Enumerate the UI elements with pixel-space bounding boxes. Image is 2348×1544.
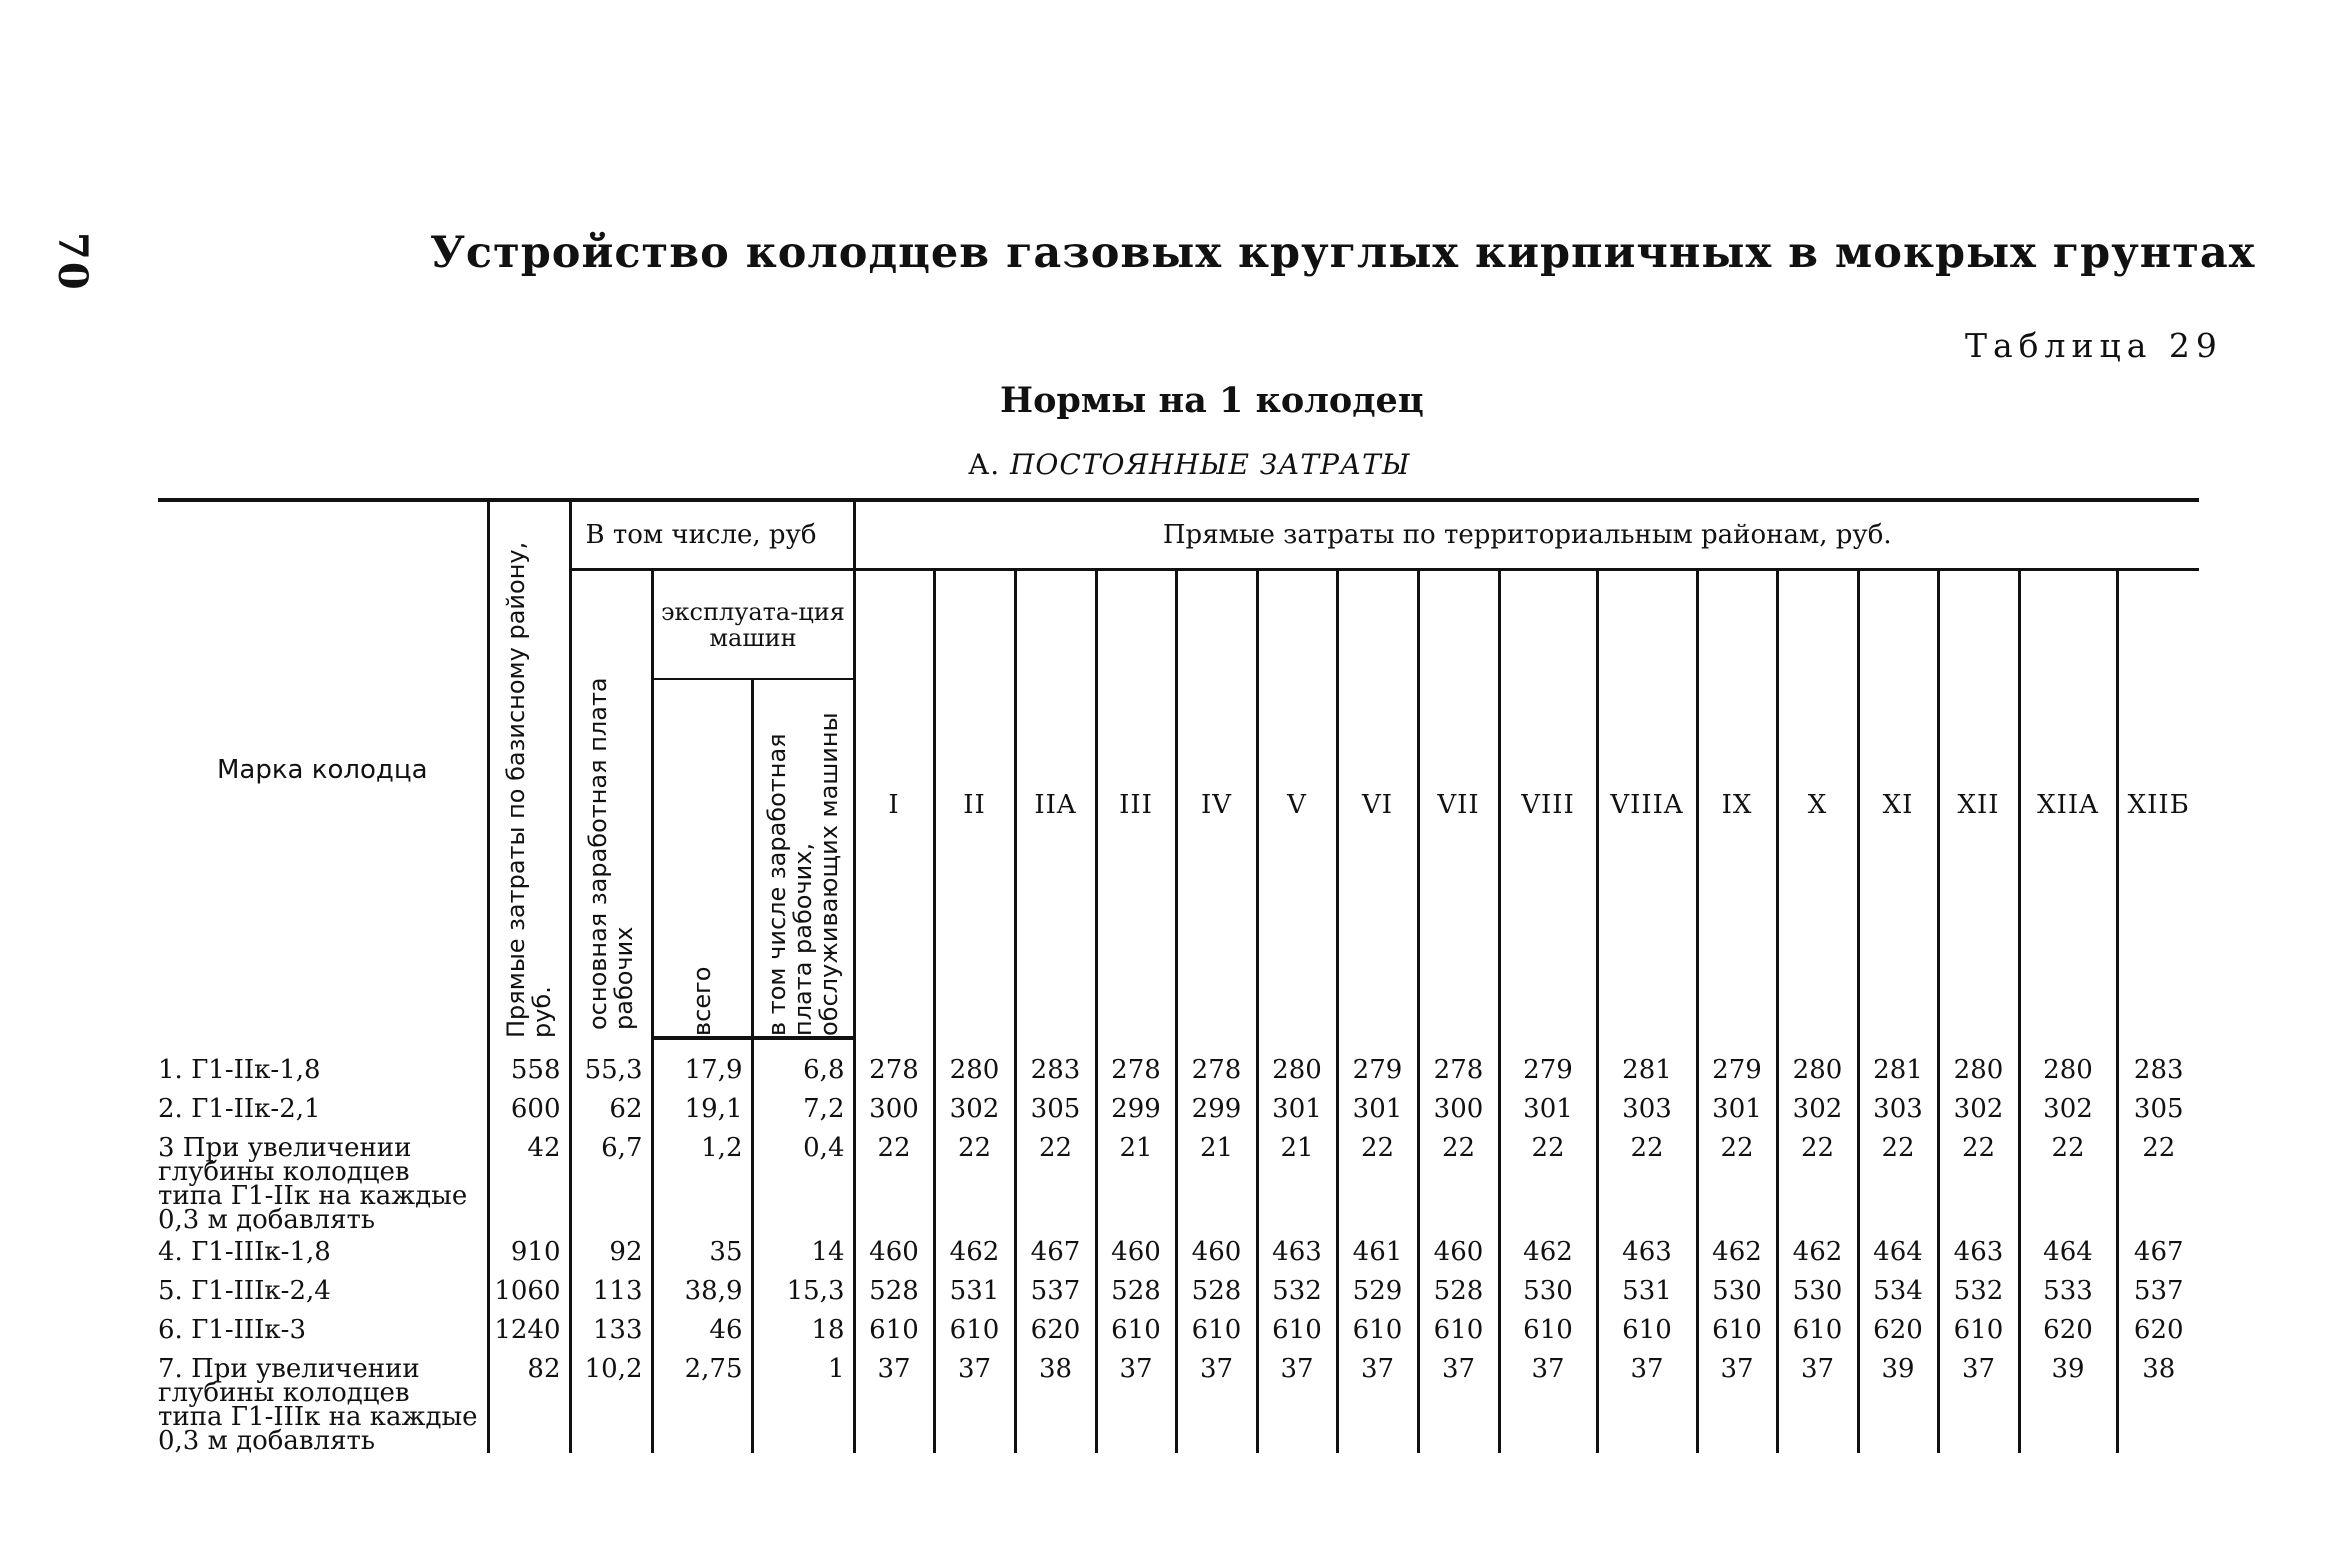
- header-exp-all: [652, 679, 752, 1038]
- cell-region-value: 22: [2019, 1128, 2117, 1232]
- row-label-text: 3 При увеличении глубины колодцев типа Г1-IIк на каждые 0,3 м добавлять: [158, 1133, 468, 1235]
- cell-exp-wage: 15,3: [752, 1271, 854, 1310]
- cell-region-value: 610: [1499, 1310, 1597, 1349]
- cell-region-value: 21: [1096, 1128, 1176, 1232]
- cell-region-value: 39: [1858, 1349, 1938, 1453]
- header-region: IV: [1176, 570, 1257, 1039]
- row-label-text: 1. Г1-IIк-1,8: [158, 1055, 321, 1085]
- table-label: Таблица 29: [1965, 326, 2223, 365]
- cell-region-value: 38: [1015, 1349, 1096, 1453]
- cell-region-value: 461: [1337, 1232, 1418, 1271]
- cell-region-value: 278: [854, 1050, 934, 1089]
- cell-wage: 10,2: [570, 1349, 652, 1453]
- spacer-cell: [1096, 1038, 1176, 1050]
- cell-region-value: 302: [934, 1089, 1015, 1128]
- cell-region-value: 22: [854, 1128, 934, 1232]
- cell-region-value: 610: [1337, 1310, 1418, 1349]
- row-label-text: 5. Г1-IIIк-2,4: [158, 1276, 331, 1306]
- cell-region-value: 21: [1257, 1128, 1337, 1232]
- cell-region-value: 283: [2117, 1050, 2199, 1089]
- spacer-cell: [1176, 1038, 1257, 1050]
- cell-region-value: 37: [1337, 1349, 1418, 1453]
- cell-region-value: 278: [1096, 1050, 1176, 1089]
- cell-region-value: 620: [1858, 1310, 1938, 1349]
- cell-region-value: 530: [1777, 1271, 1858, 1310]
- header-total: [488, 500, 570, 1038]
- cell-region-value: 610: [934, 1310, 1015, 1349]
- cell-region-value: 280: [934, 1050, 1015, 1089]
- cell-region-value: 37: [1499, 1349, 1597, 1453]
- norms-table: [158, 498, 2199, 1456]
- cell-total: 1060: [488, 1271, 570, 1310]
- cell-region-value: 531: [1597, 1271, 1697, 1310]
- cell-wage: 6,7: [570, 1128, 652, 1232]
- cell-region-value: 279: [1337, 1050, 1418, 1089]
- cell-wage: 113: [570, 1271, 652, 1310]
- spacer-cell: [934, 1038, 1015, 1050]
- row-label: [158, 1232, 488, 1271]
- cell-region-value: 21: [1176, 1128, 1257, 1232]
- spacer-cell: [854, 1038, 934, 1050]
- header-marka: Марка колодца: [158, 500, 488, 1038]
- cell-wage: 55,3: [570, 1050, 652, 1089]
- cell-region-value: 462: [1499, 1232, 1597, 1271]
- cell-region-value: 460: [1096, 1232, 1176, 1271]
- cell-region-value: 278: [1176, 1050, 1257, 1089]
- row-label: [158, 1271, 488, 1310]
- spacer-cell: [1499, 1038, 1597, 1050]
- cell-region-value: 280: [1257, 1050, 1337, 1089]
- cell-region-value: 462: [1777, 1232, 1858, 1271]
- cell-region-value: 37: [1257, 1349, 1337, 1453]
- cell-region-value: 301: [1337, 1089, 1418, 1128]
- cell-region-value: 37: [1597, 1349, 1697, 1453]
- cell-region-value: 610: [1257, 1310, 1337, 1349]
- cell-region-value: 463: [1938, 1232, 2019, 1271]
- spacer-cell: [1418, 1038, 1499, 1050]
- cell-region-value: 303: [1597, 1089, 1697, 1128]
- spacer-cell: [1938, 1038, 2019, 1050]
- cell-region-value: 532: [1257, 1271, 1337, 1310]
- header-exp-wage: [752, 679, 854, 1038]
- header-region: IX: [1697, 570, 1777, 1039]
- cell-region-value: 460: [1418, 1232, 1499, 1271]
- cell-region-value: 299: [1096, 1089, 1176, 1128]
- cell-region-value: 462: [1697, 1232, 1777, 1271]
- cell-exp-all: 35: [652, 1232, 752, 1271]
- header-region: V: [1257, 570, 1337, 1039]
- cell-exp-wage: 7,2: [752, 1089, 854, 1128]
- cell-total: 1240: [488, 1310, 570, 1349]
- row-label-text: 2. Г1-IIк-2,1: [158, 1094, 321, 1124]
- header-regions-group: Прямые затраты по территориальным районам, руб.: [854, 500, 2199, 570]
- cell-region-value: 464: [1858, 1232, 1938, 1271]
- cell-region-value: 529: [1337, 1271, 1418, 1310]
- section-heading: [968, 448, 1410, 481]
- cell-exp-wage: 14: [752, 1232, 854, 1271]
- row-label-text: 6. Г1-IIIк-3: [158, 1315, 307, 1345]
- cell-region-value: 305: [1015, 1089, 1096, 1128]
- cell-region-value: 534: [1858, 1271, 1938, 1310]
- cell-region-value: 302: [1938, 1089, 2019, 1128]
- cell-region-value: 460: [1176, 1232, 1257, 1271]
- cell-total: 910: [488, 1232, 570, 1271]
- cell-region-value: 22: [934, 1128, 1015, 1232]
- header-region: II: [934, 570, 1015, 1039]
- header-exploitation: эксплуата-ция машин: [652, 570, 854, 680]
- spacer-cell: [1337, 1038, 1418, 1050]
- cell-region-value: 530: [1499, 1271, 1597, 1310]
- cell-region-value: 278: [1418, 1050, 1499, 1089]
- cell-exp-all: 1,2: [652, 1128, 752, 1232]
- cell-region-value: 620: [1015, 1310, 1096, 1349]
- spacer-cell: [158, 1038, 488, 1050]
- cell-total: 600: [488, 1089, 570, 1128]
- cell-region-value: 610: [1938, 1310, 2019, 1349]
- cell-exp-all: 17,9: [652, 1050, 752, 1089]
- cell-exp-wage: 6,8: [752, 1050, 854, 1089]
- spacer-cell: [1015, 1038, 1096, 1050]
- cell-region-value: 302: [1777, 1089, 1858, 1128]
- cell-region-value: 301: [1499, 1089, 1597, 1128]
- header-region: XIIБ: [2117, 570, 2199, 1039]
- cell-region-value: 22: [1938, 1128, 2019, 1232]
- cell-region-value: 300: [1418, 1089, 1499, 1128]
- cell-region-value: 279: [1697, 1050, 1777, 1089]
- spacer-cell: [2019, 1038, 2117, 1050]
- header-including: В том числе, руб: [570, 500, 854, 570]
- cell-region-value: 610: [1096, 1310, 1176, 1349]
- cell-region-value: 532: [1938, 1271, 2019, 1310]
- cell-exp-wage: 18: [752, 1310, 854, 1349]
- cell-region-value: 464: [2019, 1232, 2117, 1271]
- table-subtitle: Нормы на 1 колодец: [1000, 380, 1424, 421]
- row-label: [158, 1310, 488, 1349]
- header-total-text: Прямые затраты по базисному району, руб.: [502, 541, 556, 1038]
- cell-region-value: 283: [1015, 1050, 1096, 1089]
- cell-wage: 62: [570, 1089, 652, 1128]
- cell-region-value: 610: [1697, 1310, 1777, 1349]
- cell-region-value: 37: [854, 1349, 934, 1453]
- cell-total: 42: [488, 1128, 570, 1232]
- cell-region-value: 531: [934, 1271, 1015, 1310]
- cell-region-value: 280: [1777, 1050, 1858, 1089]
- section-name: ПОСТОЯННЫЕ ЗАТРАТЫ: [1010, 448, 1411, 481]
- cell-wage: 92: [570, 1232, 652, 1271]
- cell-region-value: 301: [1697, 1089, 1777, 1128]
- cell-region-value: 300: [854, 1089, 934, 1128]
- header-region: VIIIA: [1597, 570, 1697, 1039]
- cell-region-value: 37: [1176, 1349, 1257, 1453]
- header-region: I: [854, 570, 934, 1039]
- cell-region-value: 37: [934, 1349, 1015, 1453]
- cell-region-value: 22: [1015, 1128, 1096, 1232]
- header-region: VII: [1418, 570, 1499, 1039]
- cell-region-value: 39: [2019, 1349, 2117, 1453]
- cell-region-value: 463: [1597, 1232, 1697, 1271]
- cell-region-value: 537: [2117, 1271, 2199, 1310]
- cell-region-value: 37: [1777, 1349, 1858, 1453]
- table-row: [158, 1310, 2199, 1349]
- cell-exp-all: 38,9: [652, 1271, 752, 1310]
- row-label: [158, 1128, 488, 1235]
- cell-region-value: 301: [1257, 1089, 1337, 1128]
- cell-total: 558: [488, 1050, 570, 1089]
- header-region: VIII: [1499, 570, 1597, 1039]
- row-label: [158, 1089, 488, 1128]
- cell-region-value: 620: [2117, 1310, 2199, 1349]
- spacer-cell: [1257, 1038, 1337, 1050]
- row-label: [158, 1349, 488, 1456]
- cell-region-value: 610: [1176, 1310, 1257, 1349]
- cell-exp-all: 46: [652, 1310, 752, 1349]
- page-number: 70: [49, 232, 96, 292]
- spacer-cell: [1597, 1038, 1697, 1050]
- header-region: X: [1777, 570, 1858, 1039]
- table-row: [158, 1349, 2199, 1453]
- cell-region-value: 22: [2117, 1128, 2199, 1232]
- cell-region-value: 302: [2019, 1089, 2117, 1128]
- cell-region-value: 463: [1257, 1232, 1337, 1271]
- spacer-cell: [2117, 1038, 2199, 1050]
- cell-region-value: 37: [1938, 1349, 2019, 1453]
- cell-region-value: 22: [1597, 1128, 1697, 1232]
- cell-region-value: 22: [1337, 1128, 1418, 1232]
- header-region: XI: [1858, 570, 1938, 1039]
- header-region: IIA: [1015, 570, 1096, 1039]
- cell-region-value: 528: [1096, 1271, 1176, 1310]
- spacer-cell: [1697, 1038, 1777, 1050]
- cell-region-value: 22: [1697, 1128, 1777, 1232]
- table-row: [158, 1232, 2199, 1271]
- cell-region-value: 610: [1418, 1310, 1499, 1349]
- cell-region-value: 279: [1499, 1050, 1597, 1089]
- spacer-row: [158, 1038, 2199, 1050]
- cell-exp-all: 2,75: [652, 1349, 752, 1453]
- cell-region-value: 610: [854, 1310, 934, 1349]
- spacer-cell: [570, 1038, 652, 1050]
- table-body: [158, 1038, 2199, 1456]
- row-label: [158, 1050, 488, 1089]
- cell-region-value: 22: [1777, 1128, 1858, 1232]
- cell-region-value: 37: [1096, 1349, 1176, 1453]
- spacer-cell: [652, 1038, 752, 1050]
- row-label-text: 7. При увеличении глубины колодцев типа Г1-IIIк на каждые 0,3 м добавлять: [158, 1354, 478, 1456]
- header-exp-wage-text: в том числе заработная плата рабочих, обслуживающих машины: [763, 712, 843, 1036]
- cell-region-value: 460: [854, 1232, 934, 1271]
- header-wage-text: основная заработная плата рабочих: [584, 676, 638, 1030]
- header-region: III: [1096, 570, 1176, 1039]
- cell-region-value: 537: [1015, 1271, 1096, 1310]
- spacer-cell: [752, 1038, 854, 1050]
- page-title: Устройство колодцев газовых круглых кирпичных в мокрых грунтах: [430, 228, 2256, 278]
- table-row: [158, 1050, 2199, 1089]
- header-exp-all-text: всего: [688, 966, 716, 1036]
- row-label-text: 4. Г1-IIIк-1,8: [158, 1237, 331, 1267]
- cell-exp-all: 19,1: [652, 1089, 752, 1128]
- header-region: VI: [1337, 570, 1418, 1039]
- header-region: XII: [1938, 570, 2019, 1039]
- spacer-cell: [488, 1038, 570, 1050]
- cell-region-value: 467: [1015, 1232, 1096, 1271]
- cell-region-value: 467: [2117, 1232, 2199, 1271]
- section-letter: А.: [968, 448, 1001, 481]
- cell-region-value: 305: [2117, 1089, 2199, 1128]
- cell-region-value: 528: [854, 1271, 934, 1310]
- spacer-cell: [1777, 1038, 1858, 1050]
- cell-region-value: 462: [934, 1232, 1015, 1271]
- cell-region-value: 610: [1777, 1310, 1858, 1349]
- spacer-cell: [1858, 1038, 1938, 1050]
- cell-region-value: 22: [1418, 1128, 1499, 1232]
- header-wage: [570, 570, 652, 1039]
- cell-region-value: 533: [2019, 1271, 2117, 1310]
- header-region: XIIA: [2019, 570, 2117, 1039]
- cell-region-value: 280: [2019, 1050, 2117, 1089]
- cell-region-value: 281: [1597, 1050, 1697, 1089]
- cell-region-value: 281: [1858, 1050, 1938, 1089]
- cell-region-value: 530: [1697, 1271, 1777, 1310]
- cell-region-value: 280: [1938, 1050, 2019, 1089]
- cell-region-value: 22: [1858, 1128, 1938, 1232]
- cell-region-value: 303: [1858, 1089, 1938, 1128]
- table-row: [158, 1128, 2199, 1232]
- cell-exp-wage: 0,4: [752, 1128, 854, 1232]
- cell-region-value: 528: [1418, 1271, 1499, 1310]
- cell-region-value: 620: [2019, 1310, 2117, 1349]
- cell-region-value: 37: [1697, 1349, 1777, 1453]
- cell-region-value: 37: [1418, 1349, 1499, 1453]
- cell-region-value: 38: [2117, 1349, 2199, 1453]
- cell-region-value: 610: [1597, 1310, 1697, 1349]
- cell-region-value: 22: [1499, 1128, 1597, 1232]
- cell-total: 82: [488, 1349, 570, 1453]
- cell-region-value: 299: [1176, 1089, 1257, 1128]
- table-row: [158, 1271, 2199, 1310]
- cell-exp-wage: 1: [752, 1349, 854, 1453]
- cell-region-value: 528: [1176, 1271, 1257, 1310]
- table-row: [158, 1089, 2199, 1128]
- cell-wage: 133: [570, 1310, 652, 1349]
